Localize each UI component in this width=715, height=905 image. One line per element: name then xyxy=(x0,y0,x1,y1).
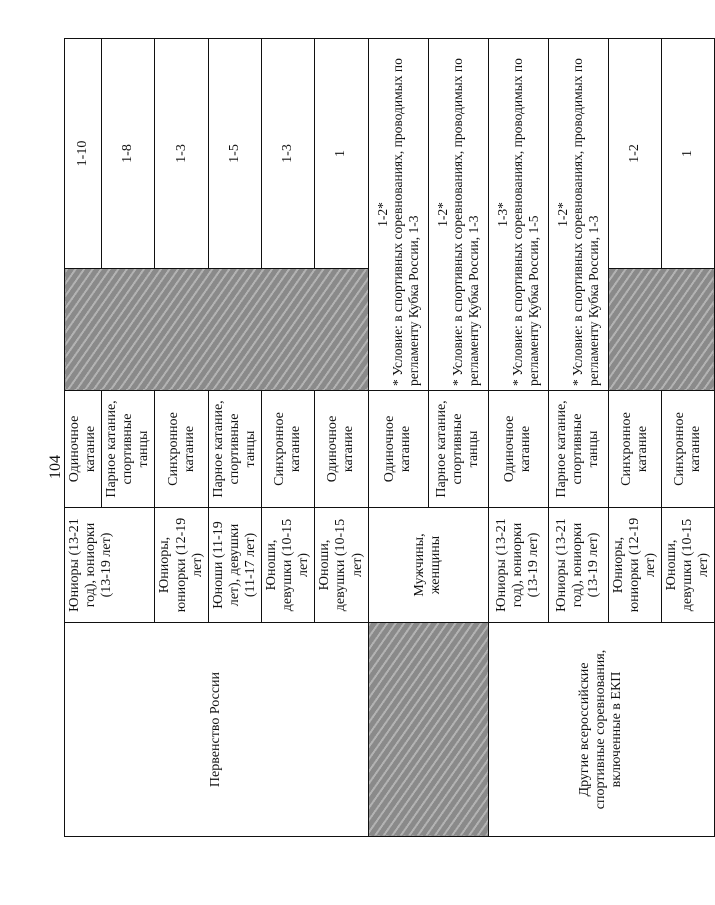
condition-cell xyxy=(428,39,488,391)
event-cell: Синхронное катание xyxy=(608,391,661,508)
event-cell: Синхронное катание xyxy=(155,391,208,508)
age-group-cell: Юниоры (13-21 год), юниорки (13-19 лет) xyxy=(548,508,608,623)
condition-text: * Условие: в спортивных соревнованиях, проводимых по регламенту Кубка России, 1-3 xyxy=(390,58,421,386)
rank-value: 1-2* xyxy=(554,202,570,227)
rank-cell: 1-2 xyxy=(608,39,661,269)
shaded-cell xyxy=(608,269,715,391)
age-group-cell: Юноши, девушки (10-15 лет) xyxy=(262,508,315,623)
rank-value: 1-2* xyxy=(434,202,450,227)
rotated-table-wrapper xyxy=(64,39,712,837)
condition-text: * Условие: в спортивных соревнованиях, проводимых по регламенту Кубка России, 1-3 xyxy=(570,58,601,386)
age-group-cell: Мужчины, женщины xyxy=(368,508,488,623)
rank-value: 1-3* xyxy=(494,202,510,227)
rank-cell: 1 xyxy=(661,39,714,269)
age-group-cell: Юниоры (13-21 год), юниорки (13-19 лет) xyxy=(488,508,548,623)
age-group-cell: Юниоры (13-21 год), юниорки (13-19 лет) xyxy=(65,508,155,623)
ranks-table xyxy=(64,38,715,837)
shaded-cell xyxy=(65,269,369,391)
event-cell: Парное катание, спортивные танцы xyxy=(102,391,155,508)
event-cell: Парное катание, спортивные танцы xyxy=(548,391,608,508)
rank-cell: 1-3 xyxy=(155,39,208,269)
rank-value: 1-2* xyxy=(374,202,390,227)
event-cell: Одиночное катание xyxy=(488,391,548,508)
table-row xyxy=(368,39,428,837)
age-group-cell: Юноши (11-19 лет), девушки (11-17 лет) xyxy=(208,508,261,623)
condition-text: * Условие: в спортивных соревнованиях, проводимых по регламенту Кубка России, 1-5 xyxy=(510,58,541,386)
condition-cell xyxy=(368,39,428,391)
condition-cell xyxy=(488,39,548,391)
shaded-cell xyxy=(368,623,488,837)
competition-cell: Первенство России xyxy=(65,623,369,837)
rank-cell: 1-8 xyxy=(102,39,155,269)
page-number: 104 xyxy=(47,455,64,479)
rank-cell: 1 xyxy=(315,39,368,269)
age-group-cell: Юноши, девушки (10-15 лет) xyxy=(661,508,714,623)
age-group-cell: Юниоры, юниорки (12-19 лет) xyxy=(155,508,208,623)
rank-cell: 1-3 xyxy=(262,39,315,269)
event-cell: Синхронное катание xyxy=(661,391,714,508)
event-cell: Одиночное катание xyxy=(65,391,102,508)
age-group-cell: Юноши, девушки (10-15 лет) xyxy=(315,508,368,623)
table-row xyxy=(65,39,102,837)
event-cell: Парное катание, спортивные танцы xyxy=(208,391,261,508)
age-group-cell: Юниоры, юниорки (12-19 лет) xyxy=(608,508,661,623)
condition-text: * Условие: в спортивных соревнованиях, проводимых по регламенту Кубка России, 1-3 xyxy=(450,58,481,386)
event-cell: Одиночное катание xyxy=(368,391,428,508)
condition-cell xyxy=(548,39,608,391)
event-cell: Синхронное катание xyxy=(262,391,315,508)
competition-cell: Другие всероссийские спортивные соревнования, включенные в ЕКП xyxy=(488,623,715,837)
rank-cell: 1-5 xyxy=(208,39,261,269)
rank-cell: 1-10 xyxy=(65,39,102,269)
event-cell: Одиночное катание xyxy=(315,391,368,508)
table-row xyxy=(488,39,548,837)
event-cell: Парное катание, спортивные танцы xyxy=(428,391,488,508)
